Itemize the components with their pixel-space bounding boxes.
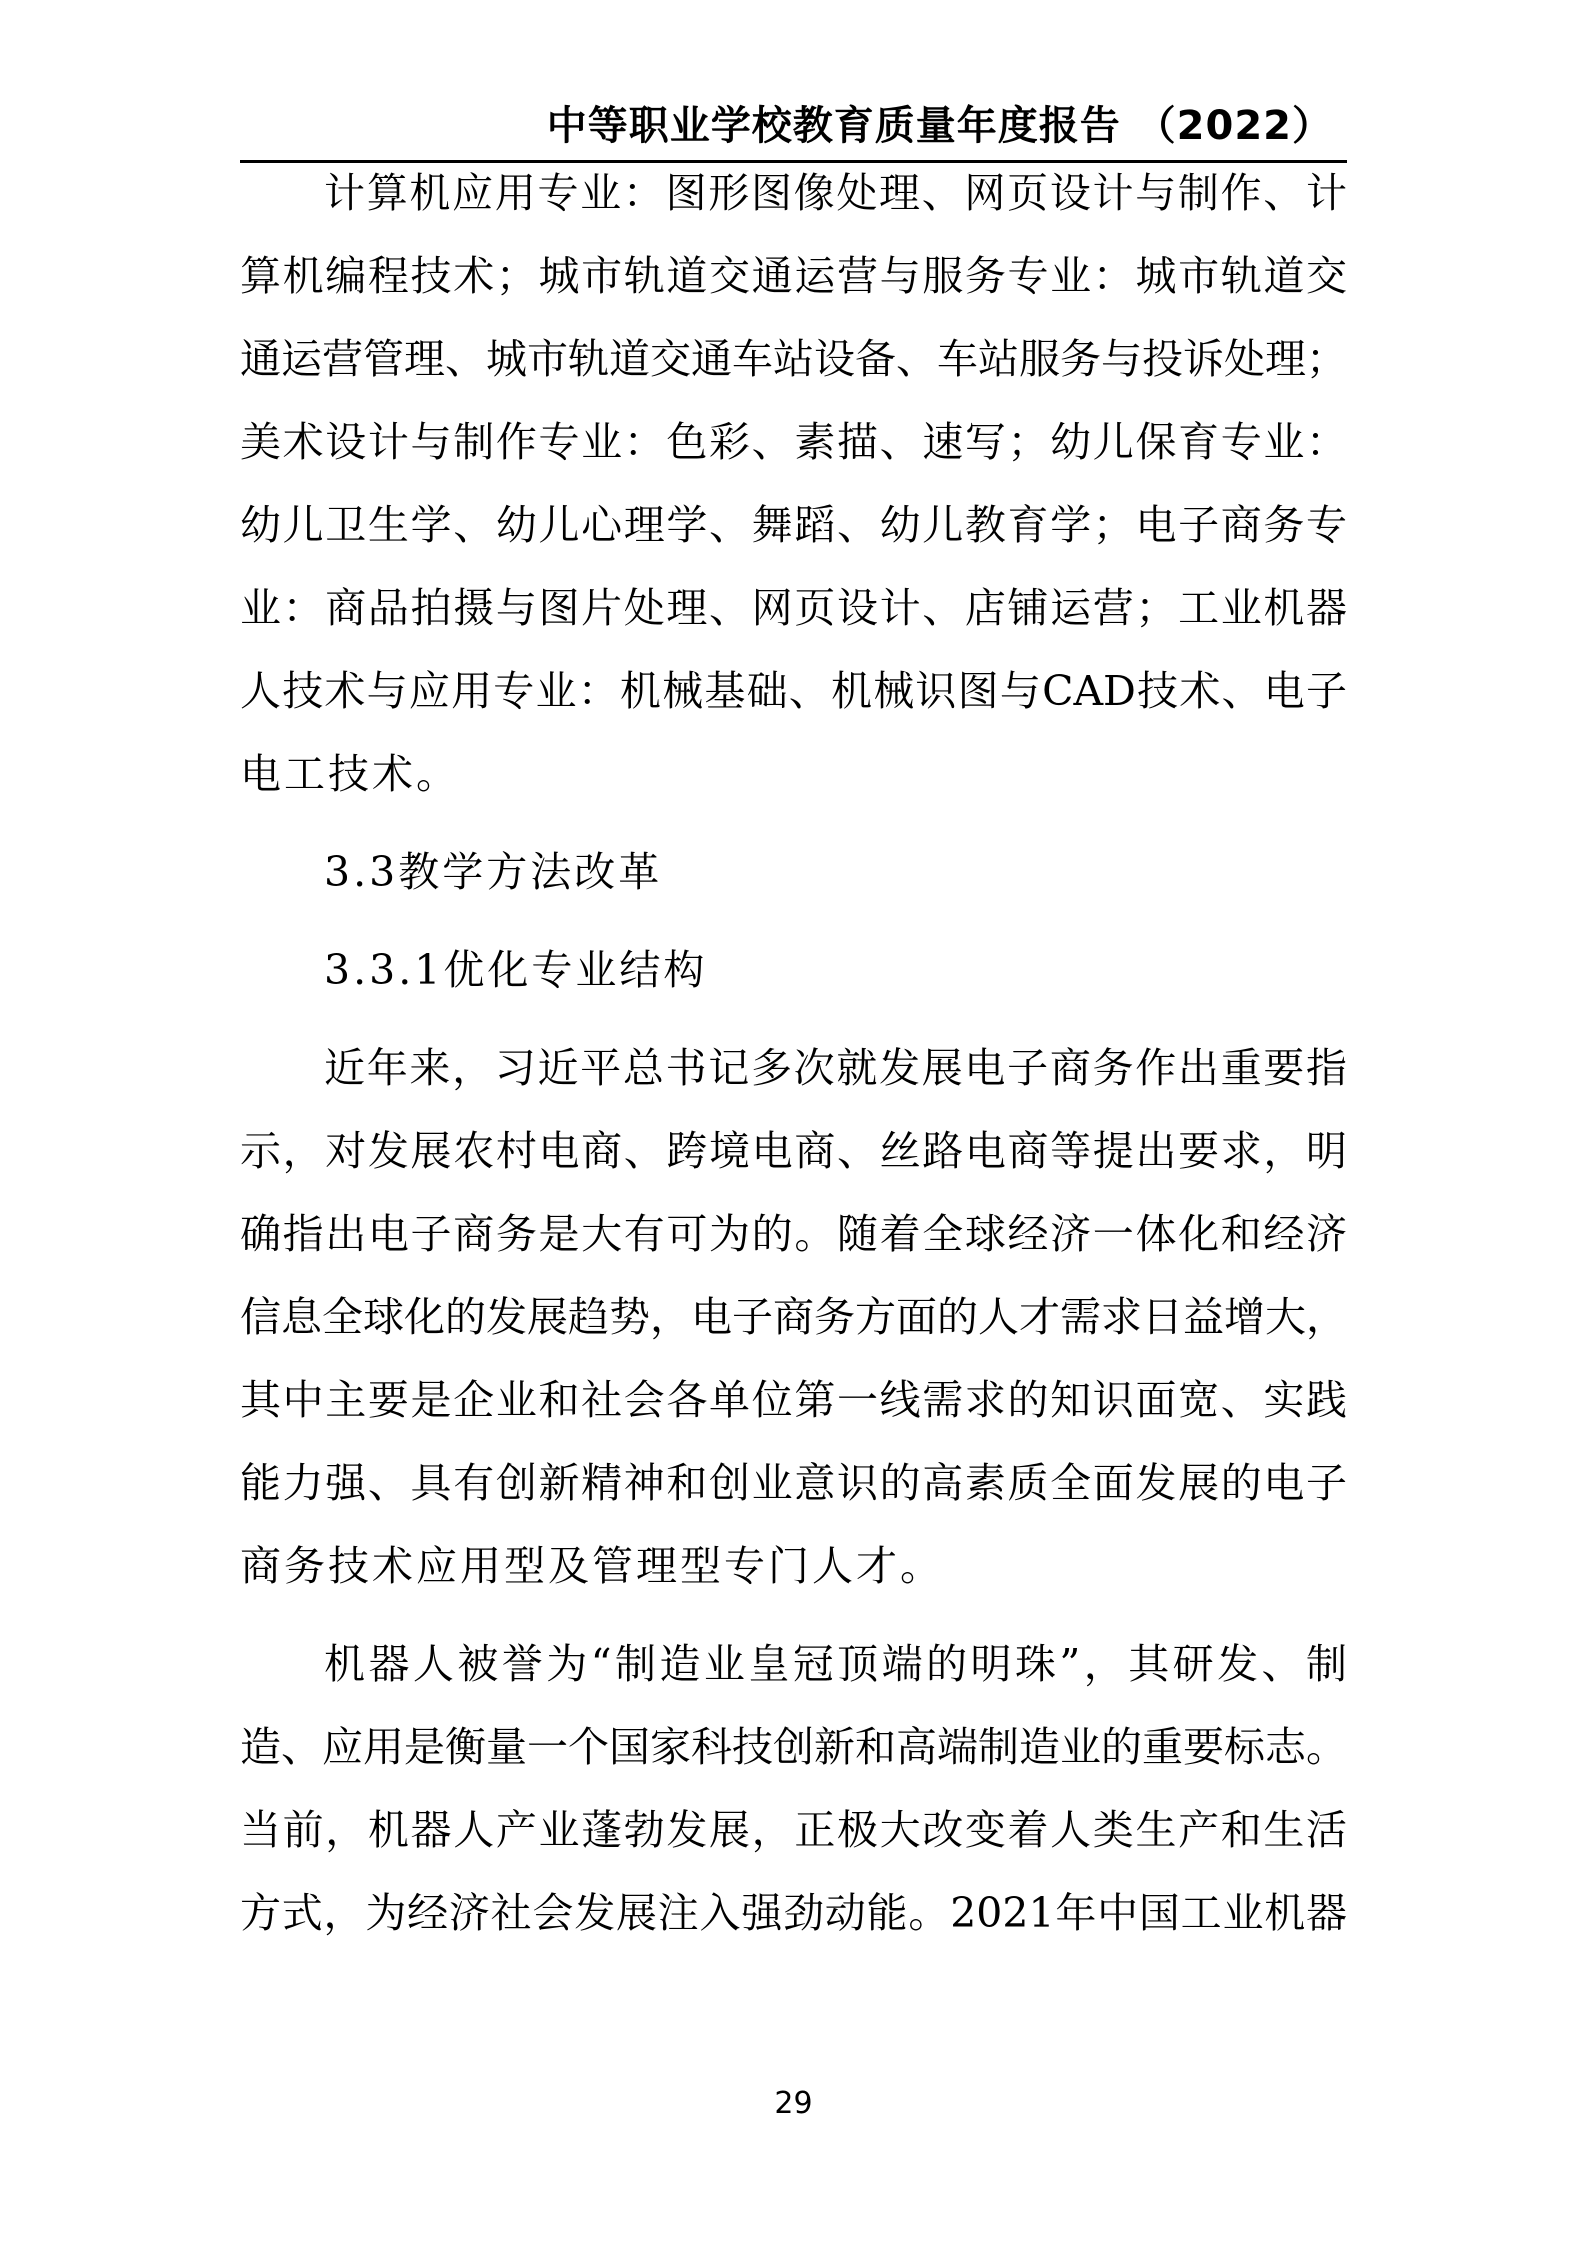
text-line: 幼儿卫生学、幼儿心理学、舞蹈、幼儿教育学；电子商务专 — [240, 501, 1347, 549]
section-heading — [240, 831, 1347, 914]
text-line: 近年来，习近平总书记多次就发展电子商务作出重要指 — [324, 1044, 1347, 1092]
text-line: 信息全球化的发展趋势，电子商务方面的人才需求日益增大， — [240, 1293, 1347, 1341]
text-line: 人技术与应用专业：机械基础、机械识图与CAD技术、电子 — [240, 667, 1347, 715]
text-line: 通运营管理、城市轨道交通车站设备、车站服务与投诉处理； — [240, 335, 1347, 383]
paragraph — [240, 1623, 1347, 1955]
page-number: 29 — [774, 2086, 813, 2121]
text-line: 商务技术应用型及管理型专门人才。 — [240, 1542, 944, 1590]
text-line: 确指出电子商务是大有可为的。随着全球经济一体化和经济 — [240, 1210, 1347, 1258]
document-body — [240, 152, 1347, 1955]
report-title: 中等职业学校教育质量年度报告 （2022） — [546, 103, 1333, 149]
text-line: 计算机应用专业：图形图像处理、网页设计与制作、计 — [324, 169, 1347, 217]
text-line: 当前，机器人产业蓬勃发展，正极大改变着人类生产和生活 — [240, 1806, 1347, 1854]
section-heading — [240, 929, 1347, 1012]
text-line: 3.3.1优化专业结构 — [324, 946, 708, 994]
text-line: 示，对发展农村电商、跨境电商、丝路电商等提出要求，明 — [240, 1127, 1347, 1175]
text-line: 方式，为经济社会发展注入强劲动能。2021年中国工业机器 — [240, 1889, 1347, 1937]
text-line: 能力强、具有创新精神和创业意识的高素质全面发展的电子 — [240, 1459, 1347, 1507]
paragraph — [240, 1027, 1347, 1608]
text-line: 算机编程技术；城市轨道交通运营与服务专业：城市轨道交 — [240, 252, 1347, 300]
text-line: 3.3教学方法改革 — [324, 848, 663, 896]
paragraph — [240, 152, 1347, 816]
page-footer — [0, 2086, 1587, 2122]
text-line: 机器人被誉为“制造业皇冠顶端的明珠”，其研发、制 — [324, 1640, 1347, 1688]
text-line: 电工技术。 — [240, 750, 460, 798]
text-line: 美术设计与制作专业：色彩、素描、速写；幼儿保育专业： — [240, 418, 1347, 466]
text-line: 其中主要是企业和社会各单位第一线需求的知识面宽、实践 — [240, 1376, 1347, 1424]
text-line: 造、应用是衡量一个国家科技创新和高端制造业的重要标志。 — [240, 1723, 1347, 1771]
text-line: 业：商品拍摄与图片处理、网页设计、店铺运营；工业机器 — [240, 584, 1347, 632]
